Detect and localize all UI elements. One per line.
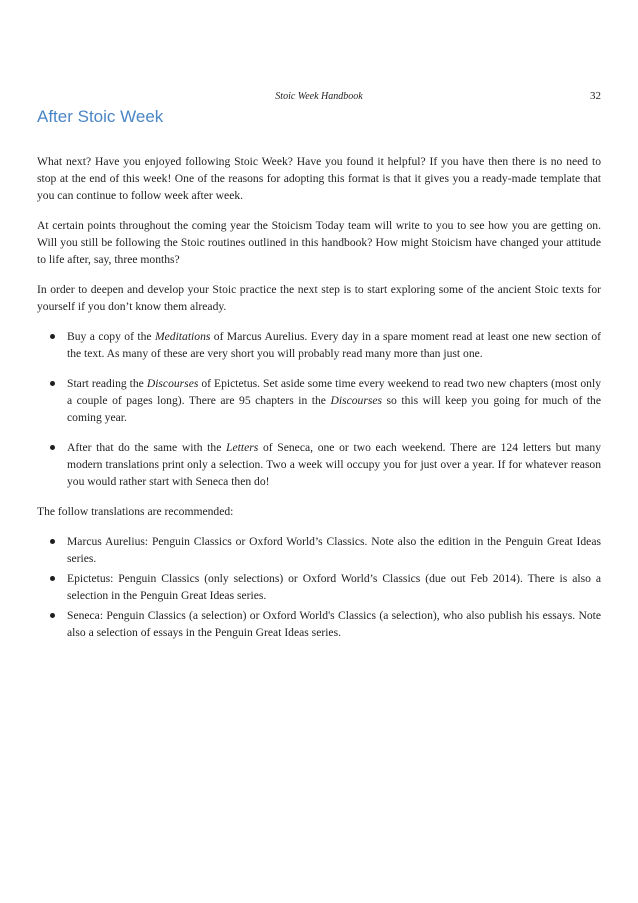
paragraph-translations-intro: The follow translations are recommended: xyxy=(37,505,234,518)
book-title-meditations: Meditations xyxy=(154,330,211,343)
list-item-text: Seneca: Penguin Classics (a selection) or Oxford World's Classics (a selection), who also publish his essays. Note also a selection of essays in the Penguin Great Ideas series. xyxy=(67,609,601,639)
book-title-discourses: Discourses xyxy=(146,377,199,390)
translations-list xyxy=(37,533,601,641)
list-item-text: Marcus Aurelius: Penguin Classics or Oxford World’s Classics. Note also the edition in the Penguin Great Ideas series. xyxy=(67,535,601,565)
bullet-icon xyxy=(50,613,55,618)
list-item-translation-epictetus xyxy=(37,570,601,604)
running-header-title: Stoic Week Handbook xyxy=(275,91,363,102)
bullet-icon xyxy=(50,334,55,339)
list-item-text: of Epictetus. Set aside some time every weekend to read two new chapters (most only a couple of pages long). There are 95 chapters in the xyxy=(67,377,601,407)
bullet-icon xyxy=(50,539,55,544)
list-item-text: Buy a copy of the xyxy=(67,330,155,343)
list-item-text: of Marcus Aurelius. Every day in a spare moment read at least one new section of the text. As many of these are very short you will probably read many more than just one. xyxy=(67,330,601,360)
paragraph-follow-up: At certain points throughout the coming year the Stoicism Today team will write to you to see how you are getting on. Will you still be following the Stoic routines outlined in this handbook? How might Stoicism have changed your attitude to life after, say, three months? xyxy=(37,219,601,266)
bullet-icon xyxy=(50,445,55,450)
body-content xyxy=(37,153,601,653)
section-heading: After Stoic Week xyxy=(37,107,164,126)
list-item-translation-marcus xyxy=(37,533,601,567)
list-item-text: After that do the same with the xyxy=(67,441,227,454)
bullet-icon xyxy=(50,381,55,386)
list-item-discourses xyxy=(37,375,601,426)
list-item-meditations xyxy=(37,328,601,362)
paragraph-next-step: In order to deepen and develop your Stoic practice the next step is to start exploring some of the ancient Stoic texts for yourself if you don’t know them already. xyxy=(37,283,601,313)
reading-plan-list xyxy=(37,328,601,490)
book-title-letters: Letters xyxy=(226,441,259,454)
paragraph-what-next: What next? Have you enjoyed following Stoic Week? Have you found it helpful? If you have then there is no need to stop at the end of this week! One of the reasons for adopting this format is that it gives you a ready-made template that you can continue to follow week after week. xyxy=(37,155,601,202)
page-number: 32 xyxy=(590,90,601,102)
list-item-text: Epictetus: Penguin Classics (only selections) or Oxford World’s Classics (due out Feb 2014). There is also a selection in the Penguin Great Ideas series. xyxy=(67,572,601,602)
bullet-icon xyxy=(50,576,55,581)
list-item-text: so this will keep you going for much of the coming year. xyxy=(67,394,602,424)
list-item-letters xyxy=(37,439,601,490)
book-title-discourses: Discourses xyxy=(330,394,383,407)
list-item-translation-seneca xyxy=(37,607,601,641)
list-item-text: of Seneca, one or two each weekend. There are 124 letters but many modern translations print only a selection. Two a week will occupy you for just over a year. If for whatever reason you would rather start with Seneca then do! xyxy=(67,441,601,488)
list-item-text: Start reading the xyxy=(67,377,147,390)
